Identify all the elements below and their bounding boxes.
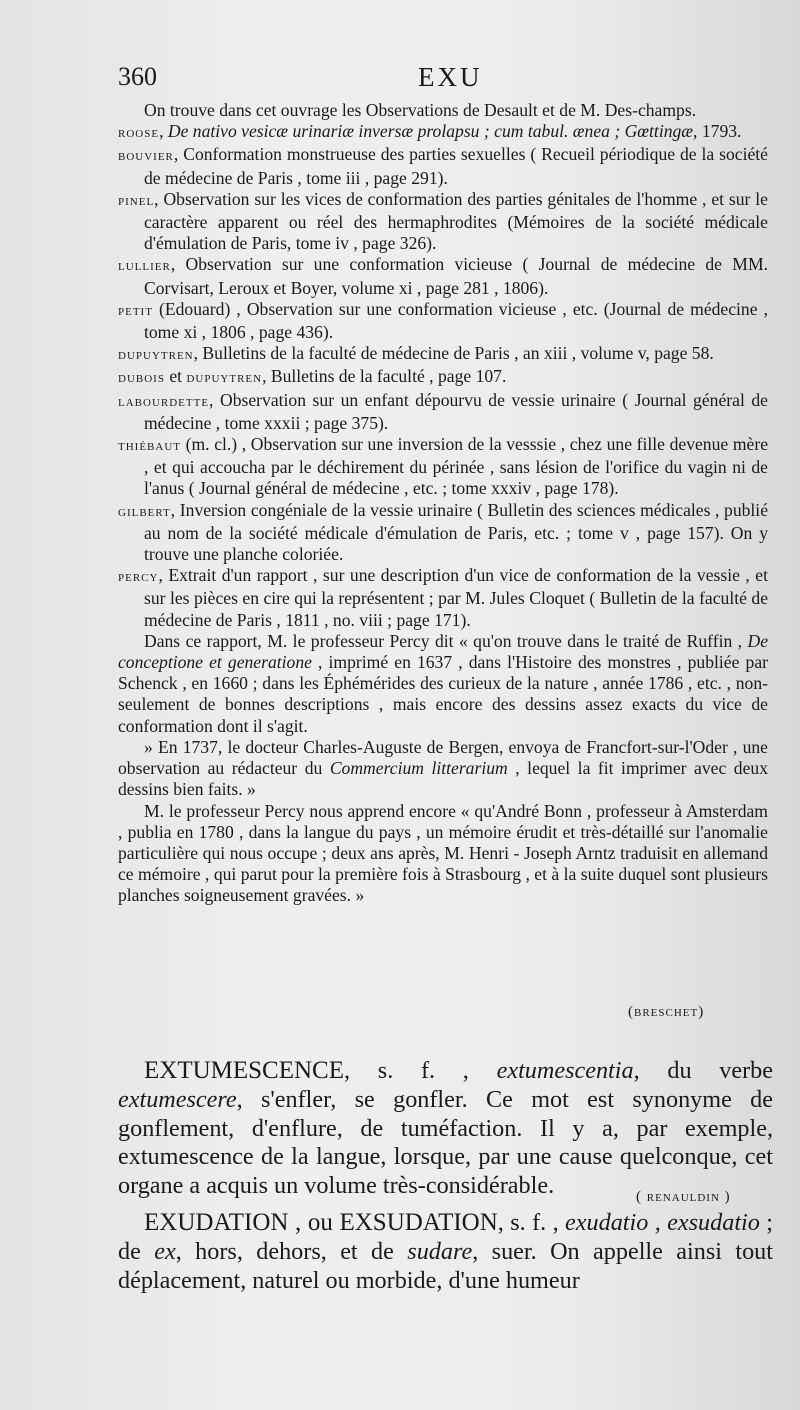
- ref-text: , Conformation monstrueuse des parties sexuelles ( Recueil périodique de la société de médecine de Paris , tome iii , page 291).: [144, 144, 768, 188]
- ref-dubois: [118, 366, 768, 389]
- author-name: gilbert: [118, 503, 171, 520]
- ref-bouvier: [118, 144, 768, 188]
- quote-text: Dans ce rapport, M. le professeur Percy dit « qu'on trouve dans le traité de Ruffin ,: [144, 630, 748, 651]
- author-name: petit: [118, 302, 153, 319]
- quote-text: , lequel la fit imprimer avec deux dessins bien faits. »: [118, 758, 768, 800]
- entry-text: , du verbe: [633, 1057, 774, 1084]
- entry-exudation: [118, 1209, 773, 1295]
- quote-text: , imprimé en 1637 , dans l'Histoire des monstres , publiée par Schenck , en 1660 ; dans les Éphémérides des curieux de la nature , année 1786 , etc. , non-seulement de bonnes descriptions , mais encore des dessins assez exacts du vice de conformation dont il s'agit.: [118, 652, 768, 736]
- entry-text: , s. f. ,: [497, 1209, 566, 1236]
- entry-headword: EXTUMESCENCE: [144, 1057, 344, 1084]
- ref-roose: roose, De nativo vesicæ urinariæ inversæ prolapsu ; cum tabul. ænea ; Gœttingæ, 1793.: [118, 121, 742, 142]
- entry-text: , s. f. ,: [344, 1057, 497, 1084]
- quote-text: » En 1737, le docteur Charles-Auguste de Bergen, envoya de Francfort-sur-l'Oder , une observation au rédacteur du: [118, 736, 768, 779]
- ref-text: , Observation sur les vices de conformation des parties génitales de l'homme , et sur le caractère apparent ou réel des hermaphrodites (Mémoires de la société médicale d'émulation de Paris, tome iv , page 326).: [144, 188, 768, 254]
- entry-text: , hors, dehors, et de: [175, 1237, 408, 1265]
- ref-percy: [118, 565, 768, 631]
- page-number: 360: [118, 62, 157, 91]
- entry-headword: EXUDATION , ou EXSUDATION: [144, 1209, 498, 1236]
- quote-paragraph-2: [118, 737, 768, 801]
- ref-text: , 1793.: [693, 121, 742, 142]
- ref-labourdette: [118, 390, 768, 434]
- book-title: De conceptione et generatione: [118, 630, 768, 673]
- latin-term: exudatio , exsudatio: [565, 1209, 760, 1236]
- ref-joiner: et: [164, 366, 187, 387]
- ref-text: (m. cl.) , Observation sur une inversion de la vesssie , chez une fille devenue mère , et qui accoucha par le déchirement du périnée , sans lésion de l'orifice du vagin ni de l'anus ( Journal général de médecine , etc. ; tome xxxiv , page 178).: [144, 434, 768, 499]
- ref-gilbert: [118, 500, 768, 566]
- author-name: roose: [118, 125, 160, 142]
- entry-extumescence: [118, 1057, 773, 1201]
- author-name: lullier: [118, 258, 171, 275]
- bibliography-section: [118, 100, 768, 907]
- ref-petit: [118, 299, 768, 343]
- ref-title: De nativo vesicæ urinariæ inversæ prolapsu ; cum tabul. ænea ; Gœttingæ: [167, 121, 694, 142]
- running-head: EXU: [418, 62, 483, 92]
- author-signature: (breschet): [628, 1004, 705, 1020]
- author-name: percy: [118, 569, 159, 586]
- ref-thiebaut: [118, 434, 768, 500]
- entry-signature: ( renauldin ): [636, 1189, 731, 1205]
- entry-text: , s'enfler, se gonfler. Ce mot est synonyme de gonflement, d'enflure, de tuméfaction. Il y a, par exemple, extumescence de la langue, lorsque, par une cause quelconque, cet organe a acquis un volume très-considérable.: [118, 1085, 773, 1200]
- author-name: dubois: [118, 370, 165, 387]
- ref-text: , Observation sur un enfant dépourvu de vessie urinaire ( Journal général de médecine , tome xxxii ; page 375).: [144, 389, 768, 433]
- latin-verb: extumescere: [118, 1085, 237, 1113]
- ref-lullier: [118, 254, 768, 298]
- ref-dupuytren: [118, 343, 768, 366]
- ref-text: , Bulletins de la faculté de médecine de Paris , an xiii , volume v, page 58.: [193, 343, 714, 364]
- page-header: [118, 62, 678, 98]
- author-name: thiébaut: [118, 438, 181, 455]
- ref-text: , Extrait d'un rapport , sur une description d'un vice de conformation de la vessie , et sur les pièces en cire qui la représentent ; par M. Jules Cloquet ( Bulletin de la faculté de médecine de Paris , 1811 , no. viii ; page 171).: [144, 565, 768, 630]
- ref-pinel: [118, 189, 768, 255]
- author-name: bouvier: [118, 148, 174, 165]
- intro-paragraph: On trouve dans cet ouvrage les Observations de Desault et de M. Des-champs.: [144, 100, 697, 120]
- latin-prefix: ex: [154, 1237, 176, 1265]
- entry-text: ; de: [118, 1209, 773, 1265]
- ref-text: , Observation sur une conformation vicieuse ( Journal de médecine de MM. Corvisart, Leroux et Boyer, volume xi , page 281 , 1806).: [144, 254, 768, 298]
- author-name: dupuytren: [186, 370, 263, 387]
- author-name: labourdette: [118, 393, 210, 410]
- quote-paragraph-1: [118, 631, 768, 737]
- quote-paragraph-3: M. le professeur Percy nous apprend encore « qu'André Bonn , professeur à Amsterdam , publia en 1780 , dans la langue du pays , un mémoire érudit et très-détaillé sur l'anomalie particulière qui nous occupe ; deux ans après, M. Henri - Joseph Arntz traduisit en allemand ce mémoire , qui parut pour la première fois à Strasbourg , et à la suite duquel sont plusieurs planches soigneusement gravées. »: [118, 800, 768, 906]
- ref-text: , Bulletins de la faculté , page 107.: [262, 366, 507, 387]
- author-name: dupuytren: [118, 347, 194, 364]
- latin-verb: sudare: [407, 1237, 473, 1265]
- journal-title: Commercium litterarium: [329, 758, 508, 779]
- entry-text: , suer. On appelle ainsi tout déplacement, naturel ou morbide, d'une humeur: [118, 1237, 773, 1294]
- latin-term: extumescentia: [496, 1057, 634, 1084]
- ref-text: , Inversion congéniale de la vessie urinaire ( Bulletin des sciences médicales , publié au nom de la société médicale d'émulation de Paris, etc. ; tome v , page 157). On y trouve une planche coloriée.: [144, 499, 768, 565]
- ref-text: (Edouard) , Observation sur une conformation vicieuse , etc. (Journal de médecine , tome xi , 1806 , page 436).: [144, 298, 768, 343]
- author-name: pinel: [118, 192, 155, 209]
